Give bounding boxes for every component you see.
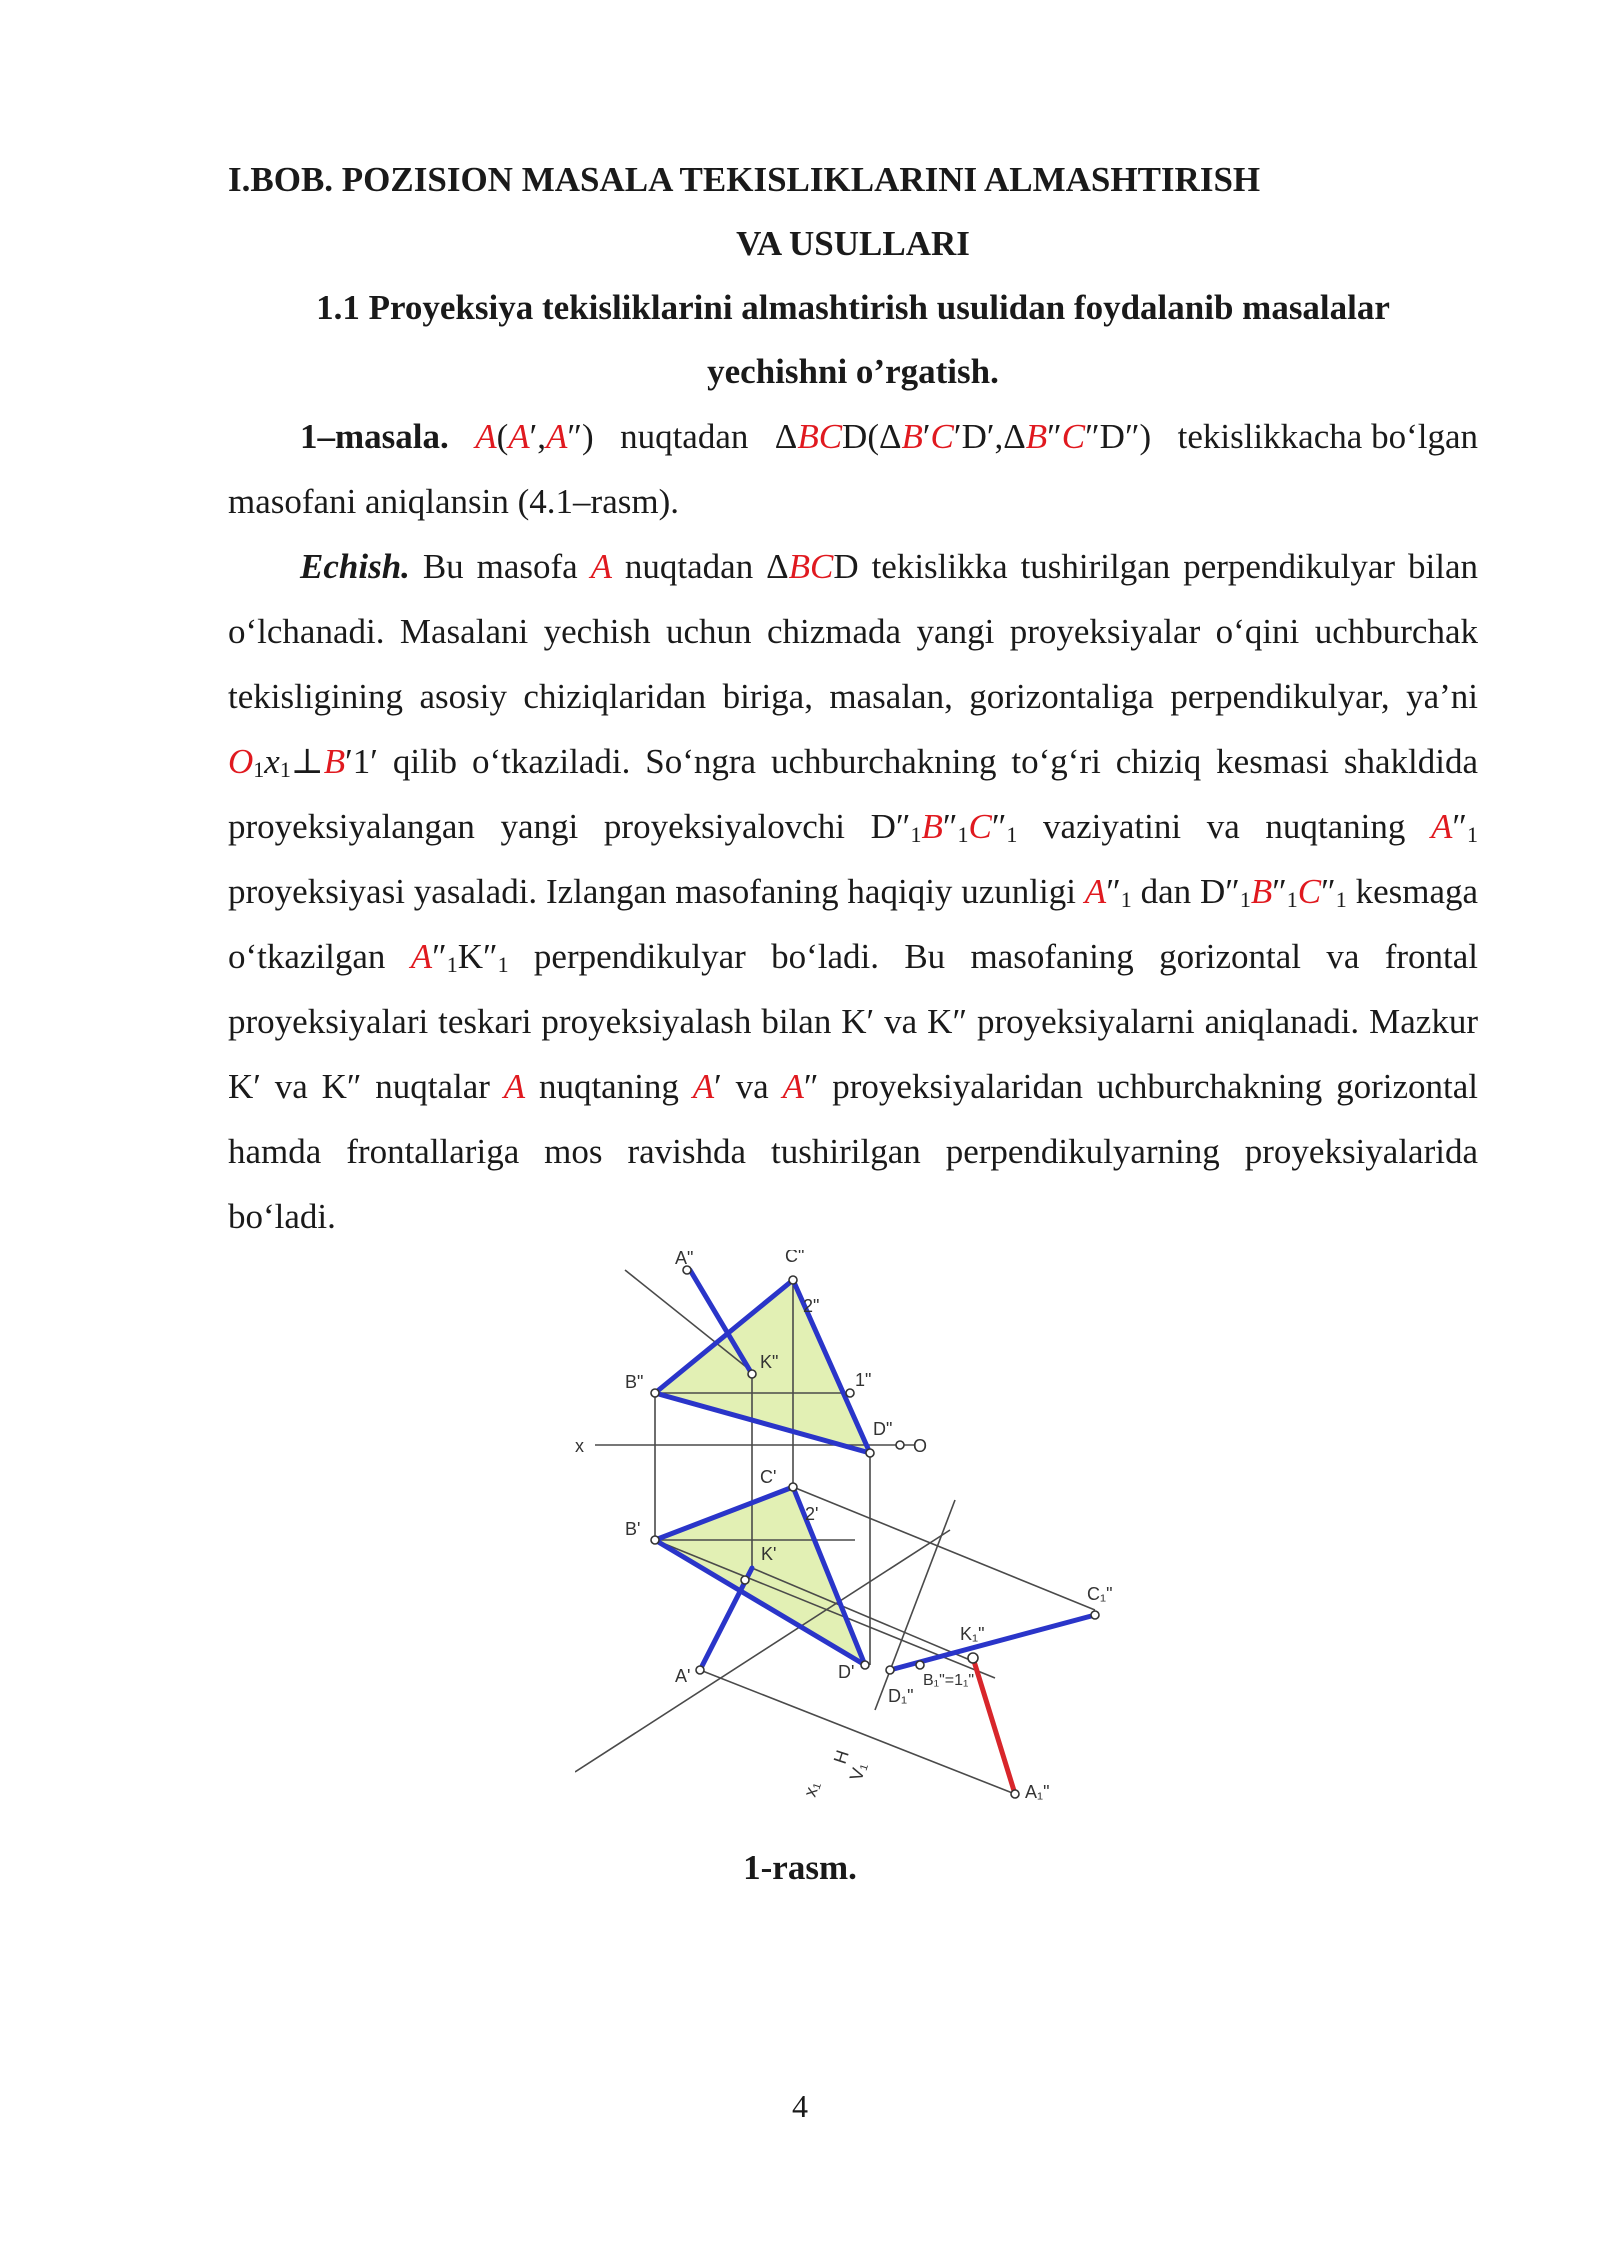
- label-d2: D": [873, 1419, 893, 1439]
- point-c1: [789, 1483, 797, 1491]
- problem-label: 1–masala.: [300, 417, 449, 456]
- label-b2: B": [625, 1372, 644, 1392]
- k-line-front: [625, 1270, 755, 1374]
- section-heading-line2: yechishni o’rgatish.: [707, 352, 999, 391]
- label-x: x: [575, 1436, 584, 1456]
- problem-tail: bo‘lgan masofani aniqlansin (4.1–rasm).: [228, 417, 1478, 521]
- label-d1pp: D₁": [888, 1686, 914, 1706]
- page-number: 4: [792, 2088, 808, 2124]
- section-heading-line1: 1.1 Proyeksiya tekisliklarini almashtirish usulidan foydalanib masalalar: [316, 288, 1390, 327]
- figure-1: [575, 1250, 1135, 1825]
- problem-paragraph: 1–masala. A(A′,A″) nuqtadan ΔBCD(ΔB′C′D′,ΔB″C″D″) tekislikkacha bo‘lgan masofani aniqlansin (4.1–rasm).: [228, 417, 1478, 521]
- figure-caption: 1-rasm.: [743, 1848, 857, 1887]
- chapter-heading-line2: VA USULLARI: [736, 224, 970, 263]
- page-body: [228, 148, 1478, 1249]
- point-k1: [741, 1576, 749, 1584]
- point-d1pp: [886, 1666, 894, 1674]
- label-a1: A': [675, 1666, 691, 1686]
- chapter-heading-line1: I.BOB. POZISION MASALA TEKISLIKLARINI ALMASHTIRISH: [228, 160, 1261, 199]
- label-o: O: [913, 1436, 928, 1456]
- solution-paragraph: Echish. Bu masofa A nuqtadan ΔBCD tekislikka tushirilgan perpendikulyar bilan o‘lchanadi. Masalani yechish uchun chizmada yangi proyeksiyalar o‘qini uchburchak tekisligining asosiy chiziqlaridan biriga, masalan, gorizontaliga perpendikulyar, ya’ni $O_1x_1\perp B'1'$ qilib o‘tkaziladi. So‘ngra uchburchakning to‘g‘ri chiziq kesmasi shakldida proyeksiyalangan yangi proyeksiyalovchi $D''_1B''_1C''_1$ vaziyatini va nuqtaning $A''_1$ proyeksiyasi yasaladi. Izlangan masofaning haqiqiy uzunligi $A''_1$ dan $D''_1B''_1C''_1$ kesmaga o‘tkazilgan $A''_1K''_1$ perpendikulyar bo‘ladi. Bu masofaning gorizontal va frontal proyeksiyalari teskari proyeksiyalash bilan K′ va K″ proyeksiyalarni aniqlanadi. Mazkur K′ va K″ nuqtalar A nuqtaning A′ va A″ proyeksiyalaridan uchburchakning gorizontal hamda frontallariga mos ravishda tushirilgan perpendikulyarning proyeksiyalarida bo‘ladi.: [228, 547, 1479, 1236]
- label-n2p: 2': [805, 1504, 819, 1524]
- label-d1: D': [838, 1662, 855, 1682]
- point-c2: [789, 1276, 797, 1284]
- point-k2: [748, 1370, 756, 1378]
- solution-label: Echish.: [300, 547, 410, 586]
- label-k1: K': [761, 1544, 777, 1564]
- point-d1: [861, 1661, 869, 1669]
- label-n1: 1": [855, 1370, 872, 1390]
- point-b1: [651, 1536, 659, 1544]
- label-b1: B': [625, 1519, 641, 1539]
- label-c1pp: C₁": [1087, 1584, 1113, 1604]
- point-a1: [696, 1666, 704, 1674]
- label-c2: C": [785, 1250, 805, 1266]
- label-x1: x₁: [799, 1778, 824, 1800]
- point-b2: [651, 1389, 659, 1397]
- point-c1pp: [1091, 1611, 1099, 1619]
- label-a1pp: A₁": [1025, 1782, 1050, 1802]
- label-h: H: [829, 1747, 853, 1767]
- point-12: [846, 1389, 854, 1397]
- ref-line-2: [793, 1487, 1095, 1610]
- point-o: [896, 1441, 904, 1449]
- label-v1: V₁: [845, 1759, 871, 1784]
- label-a2: A": [675, 1250, 694, 1268]
- triangle-fill-top: [655, 1487, 865, 1665]
- label-b1pp: B₁"=1₁": [923, 1672, 975, 1689]
- label-n2: 2": [803, 1296, 820, 1316]
- point-d2: [866, 1449, 874, 1457]
- point-a1pp: [1011, 1790, 1019, 1798]
- point-b1pp: [916, 1661, 924, 1669]
- label-k2: K": [760, 1352, 779, 1372]
- label-c1: C': [760, 1467, 777, 1487]
- label-k1pp: K₁": [960, 1624, 985, 1644]
- projection-drawing: [575, 1250, 1135, 1825]
- point-k1pp: [968, 1653, 978, 1663]
